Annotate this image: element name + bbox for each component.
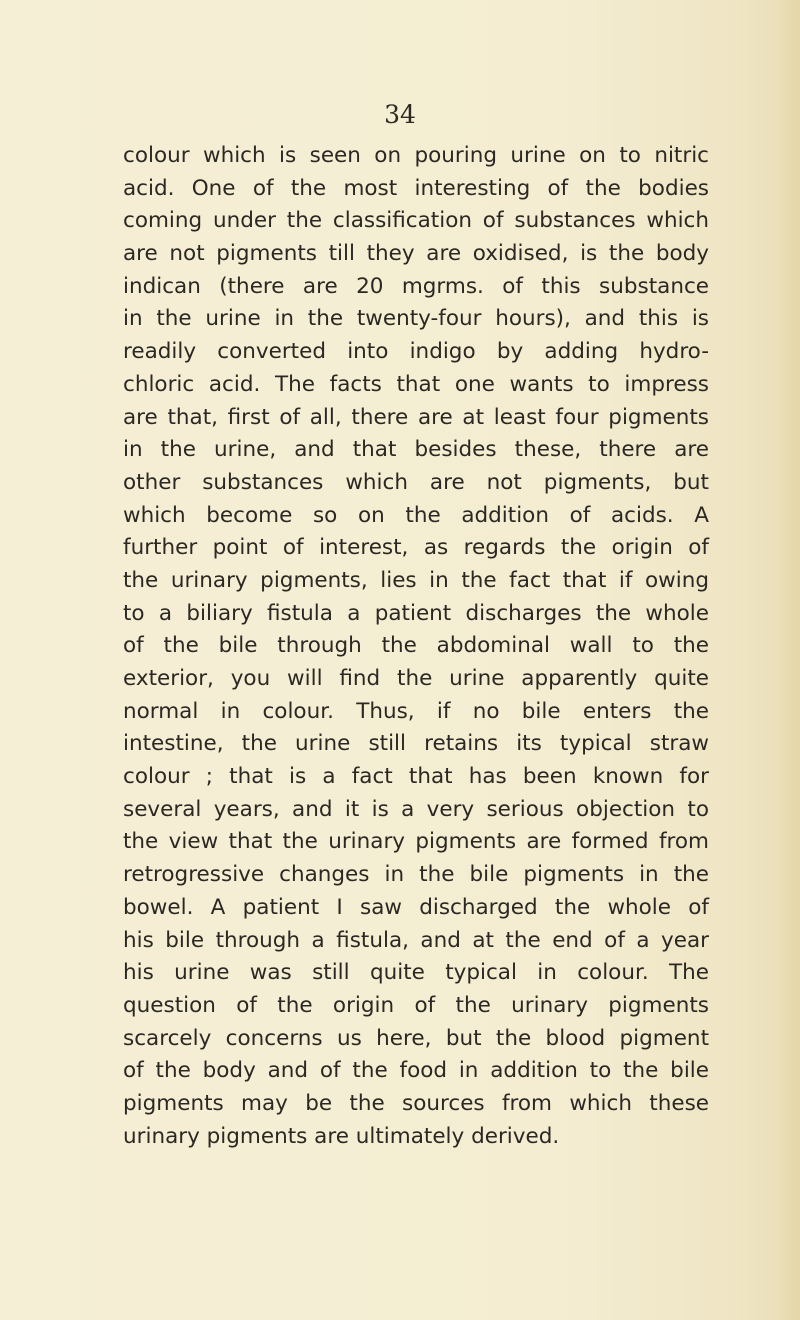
body-paragraph: [123, 140, 709, 1153]
text-line: are that, first of all, there are at least four pigments: [123, 404, 709, 430]
text-line: intestine, the urine still retains its typical straw: [123, 731, 709, 757]
text-line: bowel. A patient I saw discharged the whole of: [123, 894, 709, 920]
text-line: scarcely concerns us here, but the blood pigment: [123, 1025, 709, 1051]
text-line: in the urine, and that besides these, there are: [123, 437, 709, 463]
text-line: readily converted into indigo by adding hydro-: [123, 339, 709, 365]
text-line: further point of interest, as regards the origin of: [123, 535, 709, 561]
text-line: several years, and it is a very serious objection to: [123, 796, 709, 822]
text-line: the view that the urinary pigments are formed from: [123, 829, 709, 855]
text-line: his bile through a fistula, and at the end of a year: [123, 927, 709, 953]
text-line: question of the origin of the urinary pigments: [123, 992, 709, 1018]
text-line: exterior, you will find the urine apparently quite: [123, 666, 709, 691]
text-line: which become so on the addition of acids. A: [123, 502, 709, 528]
text-line: acid. One of the most interesting of the bodies: [123, 175, 709, 201]
text-line: colour ; that is a fact that has been known for: [123, 764, 709, 790]
text-line: his urine was still quite typical in colour. The: [123, 960, 709, 986]
text-line: to a biliary fistula a patient discharges the whole: [123, 600, 709, 626]
text-line: retrogressive changes in the bile pigments in the: [123, 862, 709, 888]
text-line: coming under the classification of substances which: [123, 208, 709, 234]
text-line: in the urine in the twenty-four hours), and this is: [123, 306, 709, 332]
text-line: chloric acid. The facts that one wants to impress: [123, 371, 709, 397]
page-edge-shading: [778, 0, 800, 1320]
text-line: are not pigments till they are oxidised, is the body: [123, 241, 709, 267]
text-line: of the bile through the abdominal wall to the: [123, 633, 709, 659]
text-line: colour which is seen on pouring urine on to nitric: [123, 143, 709, 168]
text-line-last: urinary pigments are ultimately derived.: [123, 1123, 560, 1149]
text-line: pigments may be the sources from which these: [123, 1090, 709, 1116]
text-line: other substances which are not pigments, but: [123, 469, 709, 495]
text-line: the urinary pigments, lies in the fact that if owing: [123, 567, 709, 593]
page-number: 34: [384, 100, 416, 129]
text-line: indican (there are 20 mgrms. of this substance: [123, 273, 709, 299]
text-line: normal in colour. Thus, if no bile enters the: [123, 698, 709, 724]
text-line: of the body and of the food in addition to the bile: [123, 1058, 709, 1084]
